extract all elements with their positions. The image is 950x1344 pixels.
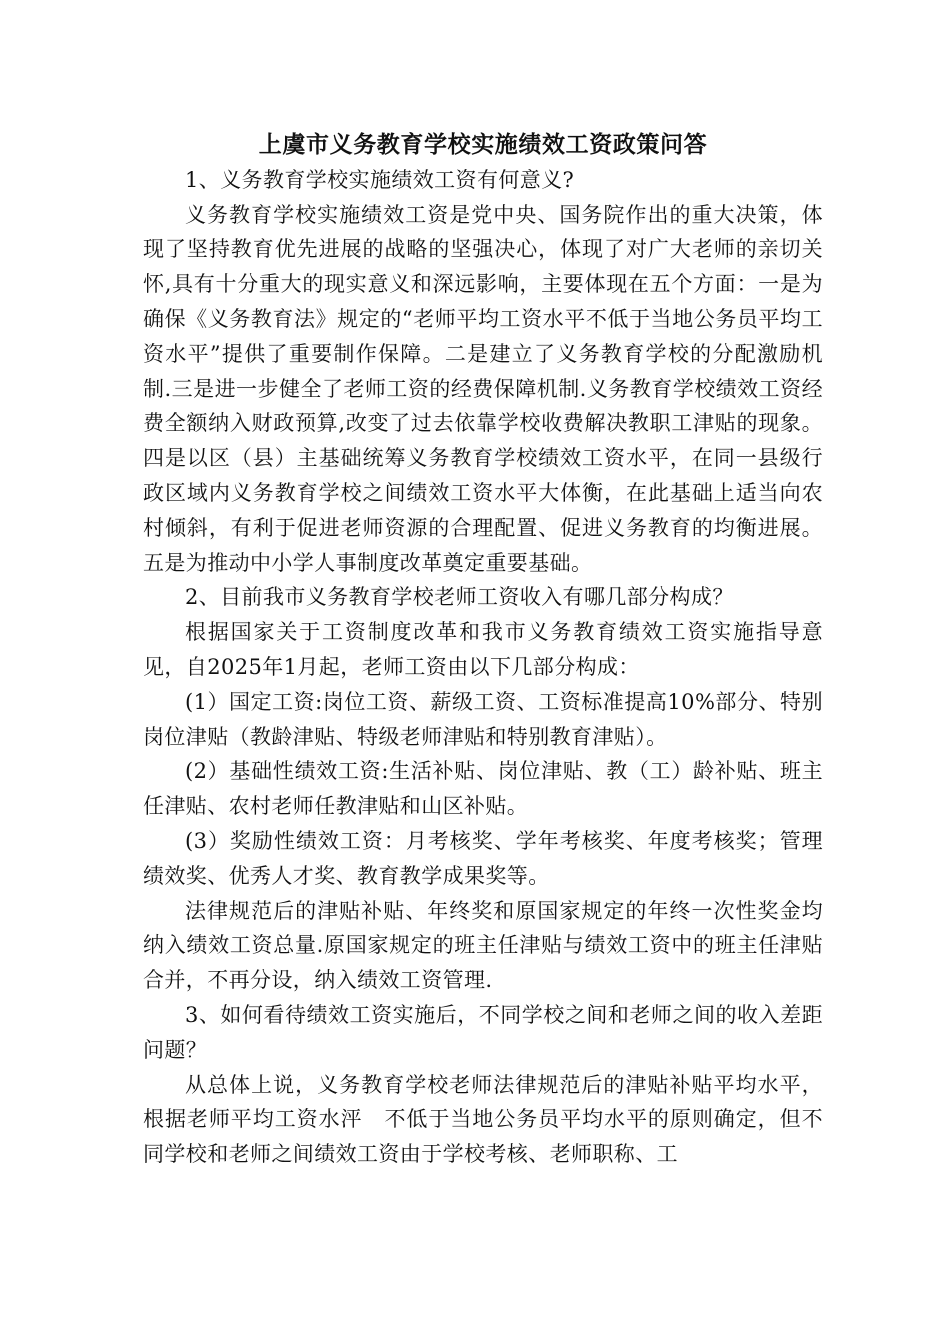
- document-body: [143, 128, 823, 1172]
- answer-2-note: 法律规范后的津贴补贴、年终奖和原国家规定的年终一次性奖金均纳入绩效工资总量.原国家规定的班主任津贴与绩效工资中的班主任津贴合并，不再分设，纳入绩效工资管理.: [143, 898, 823, 993]
- question-1: 1、义务教育学校实施绩效工资有何意义?: [185, 167, 575, 192]
- question-2: 2、目前我市义务教育学校老师工资收入有哪几部分构成？: [185, 585, 734, 610]
- answer-2-item-2: (2）基础性绩效工资:生活补贴、岗位津贴、教（工）龄补贴、班主任津贴、农村老师任教津贴和山区补贴。: [143, 759, 823, 819]
- answer-2-item-3: (3）奖励性绩效工资：月考核奖、学年考核奖、年度考核奖；管理绩效奖、优秀人才奖、教育教学成果奖等。: [143, 828, 823, 888]
- answer-2-item-1: (1）国定工资:岗位工资、薪级工资、工资标准提高10%部分、特别岗位津贴（教龄津贴、特级老师津贴和特别教育津贴）。: [143, 689, 823, 749]
- question-3: 3、如何看待绩效工资实施后，不同学校之间和老师之间的收入差距问题？: [143, 1002, 823, 1062]
- answer-2-intro: 根据国家关于工资制度改革和我市义务教育绩效工资实施指导意见，自2025年1月起，老师工资由以下几部分构成：: [143, 620, 823, 679]
- answer-1-paragraph: 义务教育学校实施绩效工资是党中央、国务院作出的重大决策，体现了坚持教育优先进展的战略的坚强决心，体现了对广大老师的亲切关怀,具有十分重大的现实意义和深远影响，主要体现在五个方面：一是为确保《义务教育法》规定的“老师平均工资水平不低于当地公务员平均工资水平”提供了重要制作保障。二是建立了义务教育学校的分配激励机制.三是进一步健全了老师工资的经费保障机制.义务教育学校绩效工资经费全额纳入财政预算,改变了过去依靠学校收费解决教职工津贴的现象。四是以区（县）主基础统筹义务教育学校绩效工资水平，在同一县级行政区域内义务教育学校之间绩效工资水平大体衡，在此基础上适当向农村倾斜，有利于促进老师资源的合理配置、促进义务教育的均衡进展。五是为推动中小学人事制度改革奠定重要基础。: [143, 202, 823, 575]
- document-title: 上虞市义务教育学校实施绩效工资政策问答: [258, 132, 708, 158]
- answer-3-paragraph: 从总体上说，义务教育学校老师法律规范后的津贴补贴平均水平，根据老师平均工资水泙 不低于当地公务员平均水平的原则确定，但不同学校和老师之间绩效工资由于学校考核、老师职称、工: [143, 1072, 823, 1167]
